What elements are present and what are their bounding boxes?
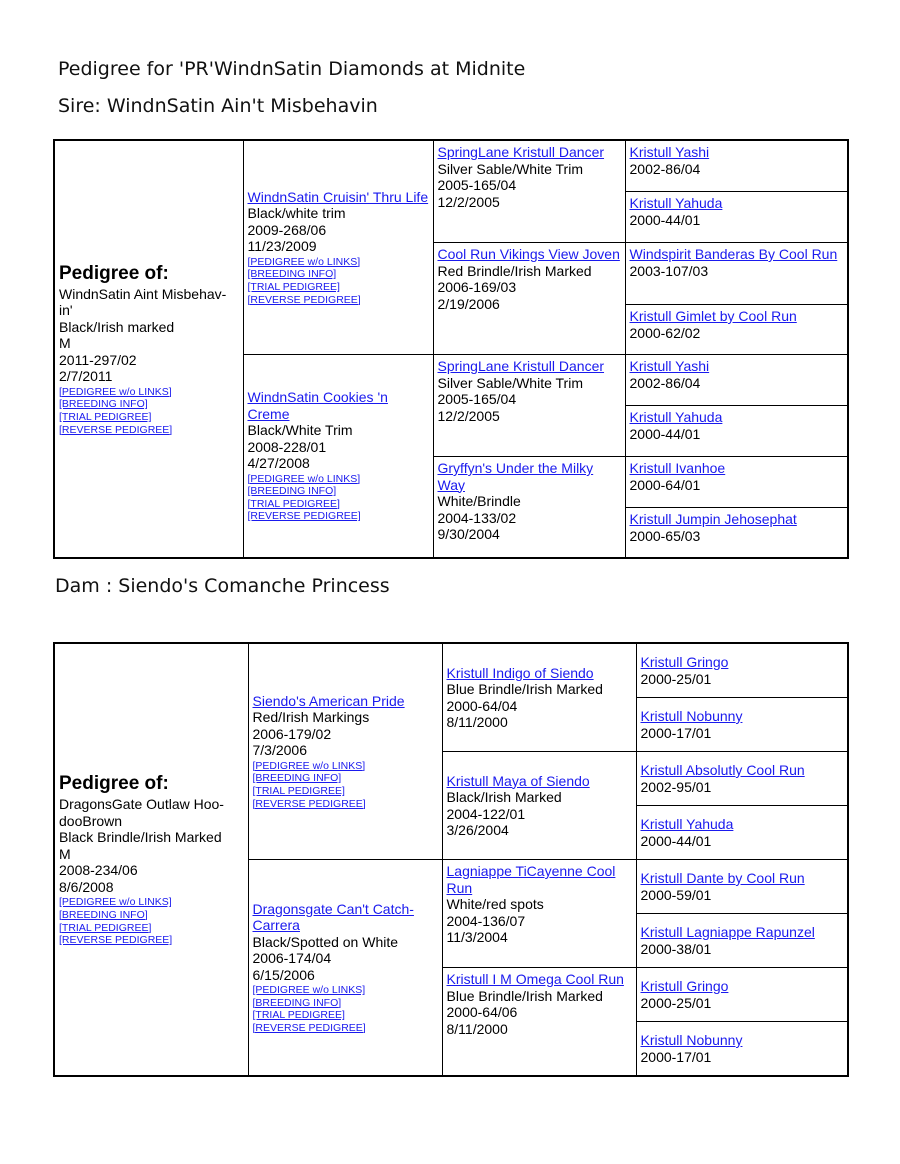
parent-cell: [248, 643, 442, 860]
root-dog-cell: [54, 643, 248, 1076]
pedigree-of-label: Pedigree of:: [59, 773, 169, 795]
dog-birth-date: 8/11/2000: [446, 714, 508, 730]
pedigree-wo-links-link[interactable]: [PEDIGREE w/o LINKS]: [252, 984, 366, 997]
dog-sex: M: [59, 335, 71, 352]
dog-registration: 2008-234/06: [59, 862, 138, 879]
dog-registration: 2000-64/06: [446, 1004, 518, 1020]
dog-registration: 2004-136/07: [446, 912, 526, 929]
dog-name-link[interactable]: Kristull Yahuda: [629, 195, 723, 211]
dog-name-link[interactable]: Kristull Ivanhoe: [629, 460, 726, 476]
dog-name-link[interactable]: Kristull Maya of Siendo: [446, 772, 590, 789]
great-grandparent-cell: [636, 860, 848, 914]
dog-name-link[interactable]: Windspirit Banderas By Cool Run: [629, 246, 838, 262]
dog-name-link[interactable]: Kristull Dante by Cool Run: [640, 870, 805, 886]
dog-name-link[interactable]: Kristull Nobunny: [640, 708, 743, 724]
dog-name-link[interactable]: Kristull Absolutly Cool Run: [640, 762, 805, 778]
dog-birth-date: 9/30/2004: [437, 526, 500, 542]
dog-name-link[interactable]: Cool Run Vikings View Joven: [437, 246, 620, 262]
reverse-pedigree-link[interactable]: [REVERSE PEDIGREE]: [59, 934, 173, 947]
reverse-pedigree-link[interactable]: [REVERSE PEDIGREE]: [252, 797, 366, 810]
great-grandparent-cell: [625, 305, 848, 355]
dog-birth-date: 6/15/2006: [252, 966, 315, 983]
dog-name-link[interactable]: Kristull Nobunny: [640, 1032, 743, 1048]
dog-name-link[interactable]: Kristull Yahuda: [629, 409, 723, 425]
dog-name-link[interactable]: SpringLane Kristull Dancer: [437, 144, 605, 160]
dog-color: White/red spots: [446, 896, 544, 912]
dog-registration: 2005-165/04: [437, 177, 517, 193]
dog-color: Black/Irish Marked: [446, 789, 562, 805]
dog-name-link[interactable]: Kristull Yashi: [629, 358, 710, 374]
dog-name-link[interactable]: Gryffyn's Under the Milky Way: [437, 460, 594, 493]
great-grandparent-cell: [636, 1022, 848, 1077]
breeding-info-link[interactable]: [BREEDING INFO]: [252, 996, 342, 1009]
dog-birth-date: 7/3/2006: [252, 742, 307, 759]
dog-registration: 2000-17/01: [640, 1048, 712, 1065]
dog-birth-date: 2/7/2011: [59, 368, 113, 385]
dog-name-link[interactable]: Kristull Gringo: [640, 978, 729, 994]
dog-color: Red/Irish Markings: [252, 709, 370, 726]
dog-name-link[interactable]: Kristull I M Omega Cool Run: [446, 971, 624, 987]
reverse-pedigree-link[interactable]: [REVERSE PEDIGREE]: [247, 510, 361, 523]
great-grandparent-cell: [625, 355, 848, 406]
grandparent-cell: [442, 860, 636, 968]
dog-registration: 2000-62/02: [629, 324, 701, 341]
great-grandparent-cell: [636, 914, 848, 968]
dog-registration: 2003-107/03: [629, 262, 709, 279]
pedigree-of-label: Pedigree of:: [59, 262, 169, 284]
pedigree-links: [59, 896, 244, 946]
dog-registration: 2000-17/01: [640, 724, 712, 741]
dog-registration: 2008-228/01: [247, 438, 327, 455]
pedigree-wo-links-link[interactable]: [PEDIGREE w/o LINKS]: [59, 385, 172, 398]
dog-registration: 2000-44/01: [629, 211, 701, 228]
dog-name-link[interactable]: Kristull Yahuda: [640, 816, 734, 832]
sire-pedigree-table: [53, 139, 849, 559]
parent-cell: [248, 860, 442, 1077]
dog-registration: 2000-65/03: [629, 527, 701, 544]
dog-color: Red Brindle/Irish Marked: [437, 262, 592, 279]
dog-name-link[interactable]: Kristull Yashi: [629, 144, 710, 160]
dog-sex: M: [59, 845, 71, 862]
breeding-info-link[interactable]: [BREEDING INFO]: [252, 772, 342, 785]
trial-pedigree-link[interactable]: [TRIAL PEDIGREE]: [247, 497, 340, 510]
dog-registration: 2000-25/01: [640, 670, 712, 687]
dog-registration: 2004-122/01: [446, 805, 526, 822]
dog-color: Black/Irish marked: [59, 318, 175, 335]
grandparent-cell: [433, 243, 625, 355]
dog-name: WindnSatin Aint Misbehav-in': [59, 285, 227, 319]
dog-name-link[interactable]: Lagniappe TiCayenne Cool Run: [446, 863, 616, 896]
dog-registration: 2006-174/04: [252, 950, 332, 967]
great-grandparent-cell: [625, 243, 848, 305]
pedigree-links: [253, 984, 438, 1034]
dam-heading: Dam : Siendo's Comanche Princess: [55, 575, 390, 597]
dog-registration: 2005-165/04: [437, 391, 517, 407]
dog-registration: 2004-133/02: [437, 509, 517, 526]
trial-pedigree-link[interactable]: [TRIAL PEDIGREE]: [252, 785, 345, 797]
great-grandparent-cell: [636, 806, 848, 860]
dog-birth-date: 8/6/2008: [59, 878, 114, 895]
page-title: Pedigree for 'PR'WindnSatin Diamonds at Midnite: [58, 58, 526, 80]
pedigree-wo-links-link[interactable]: [PEDIGREE w/o LINKS]: [252, 759, 366, 772]
grandparent-cell: [442, 968, 636, 1077]
dog-name-link[interactable]: WindnSatin Cookies 'n Creme: [247, 389, 388, 422]
grandparent-cell: [433, 355, 625, 457]
great-grandparent-cell: [636, 643, 848, 698]
dog-registration: 2000-59/01: [640, 886, 712, 903]
dog-name: DragonsGate Outlaw Hoo-dooBrown: [59, 796, 224, 829]
dog-registration: 2009-268/06: [247, 221, 327, 238]
reverse-pedigree-link[interactable]: [REVERSE PEDIGREE]: [59, 423, 173, 436]
dog-registration: 2002-86/04: [629, 374, 701, 391]
dog-registration: 2000-64/04: [446, 697, 518, 714]
pedigree-wo-links-link[interactable]: [PEDIGREE w/o LINKS]: [59, 896, 172, 909]
dog-registration: 2006-169/03: [437, 279, 517, 295]
dog-registration: 2000-64/01: [629, 476, 701, 493]
root-dog-cell: [54, 140, 243, 558]
breeding-info-link[interactable]: [BREEDING INFO]: [59, 908, 148, 921]
dog-registration: 2000-25/01: [640, 994, 712, 1011]
pedigree-links: [253, 760, 438, 810]
grandparent-cell: [433, 457, 625, 559]
trial-pedigree-link[interactable]: [TRIAL PEDIGREE]: [247, 281, 340, 293]
reverse-pedigree-link[interactable]: [REVERSE PEDIGREE]: [247, 293, 361, 306]
dog-name-link[interactable]: WindnSatin Cruisin' Thru Life: [247, 188, 429, 205]
dog-color: Silver Sable/White Trim: [437, 160, 583, 177]
dog-birth-date: 4/27/2008: [247, 455, 310, 472]
dog-name-link[interactable]: Siendo's American Pride: [252, 692, 405, 709]
dog-birth-date: 12/2/2005: [437, 193, 500, 210]
pedigree-links: [59, 386, 239, 436]
reverse-pedigree-link[interactable]: [REVERSE PEDIGREE]: [252, 1021, 366, 1034]
great-grandparent-cell: [625, 457, 848, 508]
dog-birth-date: 8/11/2000: [446, 1020, 508, 1037]
trial-pedigree-link[interactable]: [TRIAL PEDIGREE]: [59, 411, 152, 423]
dog-color: Blue Brindle/Irish Marked: [446, 681, 603, 697]
trial-pedigree-link[interactable]: [TRIAL PEDIGREE]: [59, 921, 152, 934]
great-grandparent-cell: [636, 968, 848, 1022]
dog-color: Blue Brindle/Irish Marked: [446, 987, 603, 1004]
pedigree-links: [248, 256, 429, 306]
dog-name-link[interactable]: Kristull Gimlet by Cool Run: [629, 308, 797, 324]
dog-birth-date: 3/26/2004: [446, 822, 509, 838]
dog-name-link[interactable]: SpringLane Kristull Dancer: [437, 358, 605, 374]
dog-name-link[interactable]: Dragonsgate Can't Catch-Carrera: [252, 900, 414, 934]
great-grandparent-cell: [625, 508, 848, 559]
dog-registration: 2006-179/02: [252, 725, 332, 742]
parent-cell: [243, 140, 433, 355]
dog-color: Black/White Trim: [247, 422, 353, 439]
dog-name-link[interactable]: Kristull Gringo: [640, 654, 729, 670]
dog-color: White/Brindle: [437, 493, 521, 509]
dog-registration: 2011-297/02: [59, 351, 137, 368]
great-grandparent-cell: [625, 140, 848, 192]
sire-heading: Sire: WindnSatin Ain't Misbehavin: [58, 95, 378, 117]
dog-birth-date: 11/3/2004: [446, 929, 508, 945]
great-grandparent-cell: [625, 192, 848, 243]
dog-color: Silver Sable/White Trim: [437, 374, 583, 391]
dog-registration: 2000-44/01: [629, 425, 701, 442]
grandparent-cell: [433, 140, 625, 243]
dog-name-link[interactable]: Kristull Jumpin Jehosephat: [629, 511, 797, 527]
dam-pedigree-table: [53, 642, 849, 1077]
pedigree-links: [248, 473, 429, 523]
breeding-info-link[interactable]: [BREEDING INFO]: [247, 268, 337, 281]
grandparent-cell: [442, 643, 636, 752]
parent-cell: [243, 355, 433, 559]
dog-birth-date: 12/2/2005: [437, 407, 500, 424]
breeding-info-link[interactable]: [BREEDING INFO]: [59, 398, 148, 411]
dog-color: Black/Spotted on White: [252, 933, 399, 950]
dog-birth-date: 2/19/2006: [437, 295, 500, 312]
pedigree-wo-links-link[interactable]: [PEDIGREE w/o LINKS]: [247, 472, 361, 485]
trial-pedigree-link[interactable]: [TRIAL PEDIGREE]: [252, 1009, 345, 1022]
great-grandparent-cell: [636, 752, 848, 806]
dog-color: Black/white trim: [247, 205, 346, 222]
dog-registration: 2002-95/01: [640, 778, 712, 795]
dog-registration: 2000-38/01: [640, 940, 712, 957]
dog-registration: 2000-44/01: [640, 832, 712, 849]
grandparent-cell: [442, 752, 636, 860]
dog-color: Black Brindle/Irish Marked: [59, 829, 222, 846]
dog-birth-date: 11/23/2009: [247, 238, 317, 255]
dog-name-link[interactable]: Kristull Lagniappe Rapunzel: [640, 924, 815, 940]
breeding-info-link[interactable]: [BREEDING INFO]: [247, 485, 337, 498]
dog-name-link[interactable]: Kristull Indigo of Siendo: [446, 664, 594, 681]
great-grandparent-cell: [625, 406, 848, 457]
dog-registration: 2002-86/04: [629, 160, 701, 177]
great-grandparent-cell: [636, 698, 848, 752]
pedigree-wo-links-link[interactable]: [PEDIGREE w/o LINKS]: [247, 255, 361, 268]
